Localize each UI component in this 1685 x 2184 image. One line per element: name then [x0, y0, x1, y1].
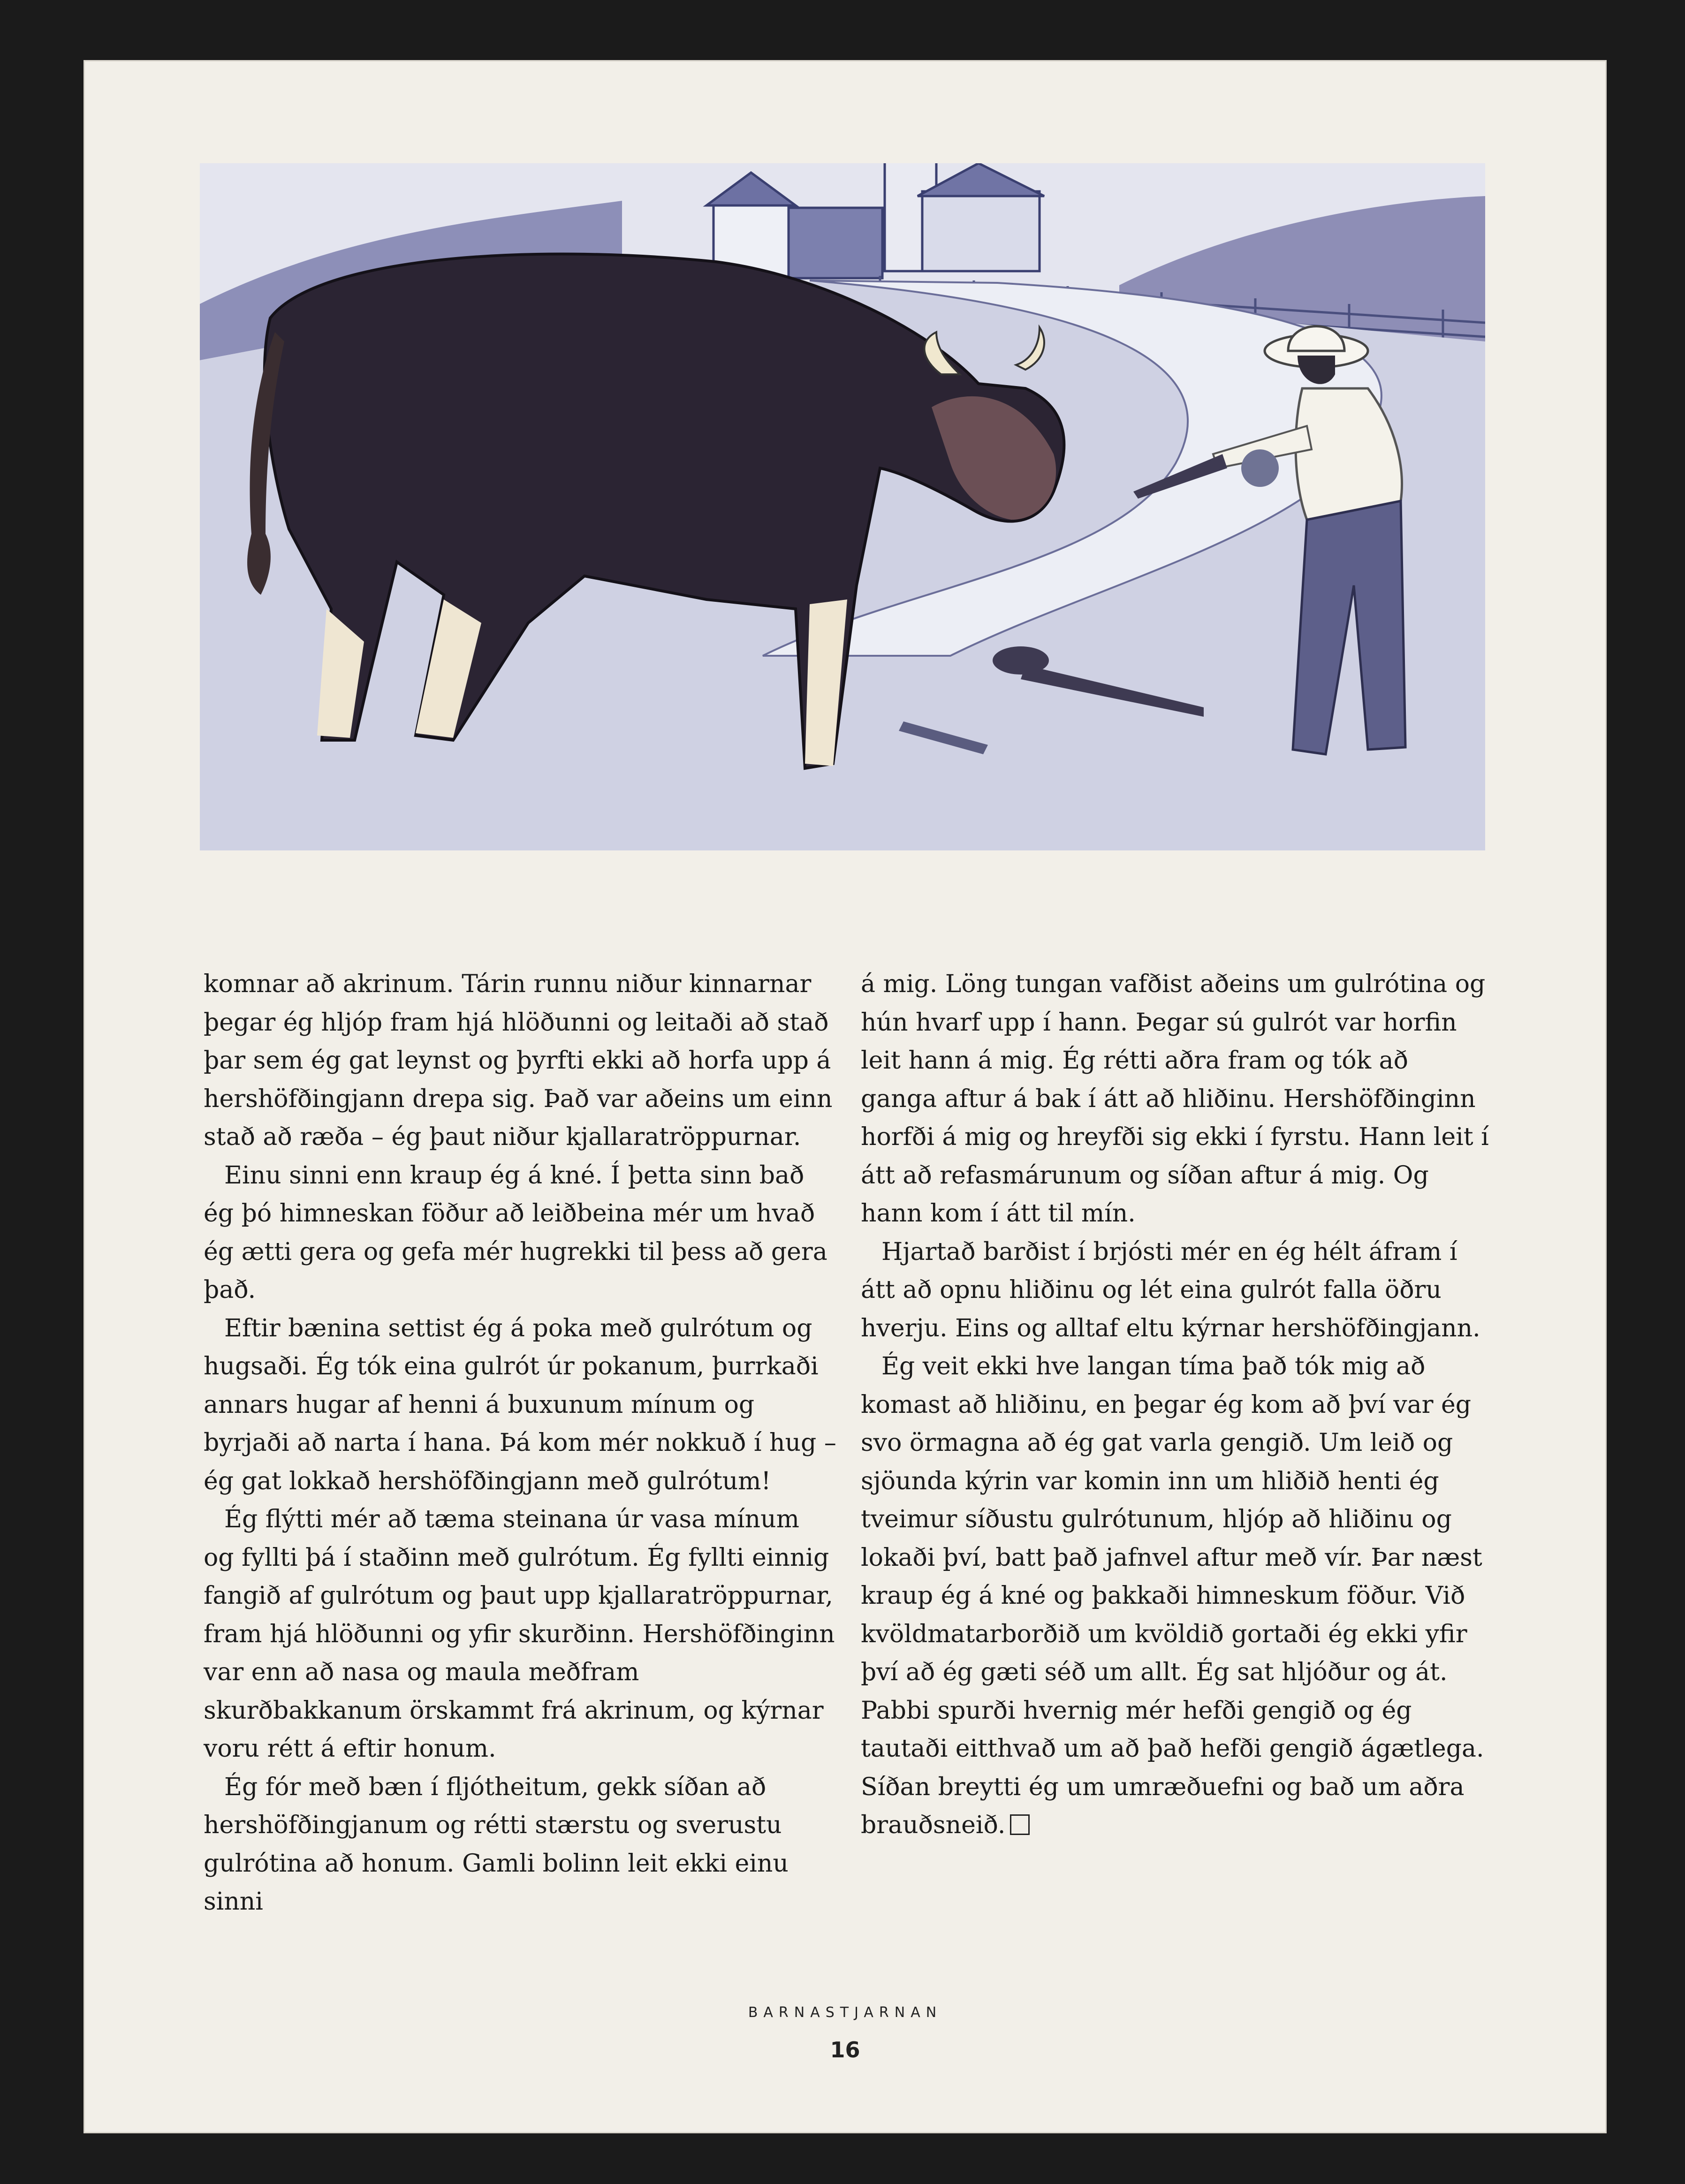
page-number: 16: [830, 2037, 860, 2063]
story-illustration: [200, 163, 1485, 850]
paragraph-final: [861, 1348, 1492, 1845]
bull-and-boy-with-carrots-illustration: [200, 163, 1485, 850]
paragraph-text: Ég veit ekki hve langan tíma það tók mig að komast að hliðinu, en þegar ég kom að því var ég svo örmagna að ég gat varla gengið. Um leið og sjöunda kýrin var komin inn um hliðið henti ég tveimur síðustu gulrótunum, hljóp að hliðinu og lokaði því, batt það jafnvel aftur með vír. Þar næst kraup ég á kné og þakkaði himneskum föður. Við kvöldmatarborðið um kvöldið gortaði ég ekki yfir því að ég gæti séð um allt. Ég sat hljóður og át. Pabbi spurði hvernig mér hefði gengið og ég tautaði eitthvað um að það hefði gengið ágætlega. Síðan breytti ég um umræðuefni og bað um aðra brauðsneið.: [861, 1352, 1484, 1839]
magazine-name: BARNASTJARNAN: [748, 2004, 942, 2021]
paragraph: komnar að akrinum. Tárin runnu niður kinnarnar þegar ég hljóp fram hjá hlöðunni og leitaði að stað þar sem ég gat leynst og þyrfti ekki að horfa upp á hershöfðingjann drepa sig. Það var aðeins um einn stað að ræða – ég þaut niður kjallaratröppurnar.: [204, 970, 833, 1151]
paragraph: Ég fór með bæn í fljótheitum, gekk síðan að hershöfðingjanum og rétti stærstu og sverustu gulrótina að honum. Gamli bolinn leit ekki einu sinni: [204, 1773, 789, 1916]
paragraph: á mig. Löng tungan vafðist aðeins um gulrótina og hún hvarf upp í hann. Þegar sú gulrót var horfin leit hann á mig. Ég rétti aðra fram og tók að ganga aftur á bak í átt að hliðinu. Hershöfðinginn horfði á mig og hreyfði sig ekki í fyrstu. Hann leit í átt að refasmárunum og síðan aftur á mig. Og hann kom í átt til mín.: [861, 970, 1489, 1228]
paragraph: Ég flýtti mér að tæma steinana úr vasa mínum og fyllti þá í staðinn með gulrótum. Ég fyllti einnig fangið af gulrótum og þaut upp kjallaratröppurnar, fram hjá hlöðunni og yfir skurðinn. Hershöfðinginn var enn að nasa og maula meðfram skurðbakkanum örskammt frá akrinum, og kýrnar voru rétt á eftir honum.: [204, 1505, 835, 1763]
magazine-page: [83, 60, 1607, 2133]
text-column-left: [204, 965, 837, 1921]
end-mark-icon: [1010, 1814, 1030, 1835]
paragraph: Eftir bænina settist ég á poka með gulrótum og hugsaði. Ég tók eina gulrót úr pokanum, þurrkaði annars hugar af henni á buxunum mínum og byrjaði að narta í hana. Þá kom mér nokkuð í hug – ég gat lokkað hershöfðingjann með gulrótum!: [204, 1314, 836, 1495]
text-column-right: [861, 965, 1492, 1845]
paragraph: Einu sinni enn kraup ég á kné. Í þetta sinn bað ég þó himneskan föður að leiðbeina mér um hvað ég ætti gera og gefa mér hugrekki til þess að gera það.: [204, 1161, 827, 1304]
paragraph: Hjartað barðist í brjósti mér en ég hélt áfram í átt að opnu hliðinu og lét eina gulrót falla öðru hverju. Eins og alltaf eltu kýrnar hershöfðingjann.: [861, 1237, 1480, 1342]
